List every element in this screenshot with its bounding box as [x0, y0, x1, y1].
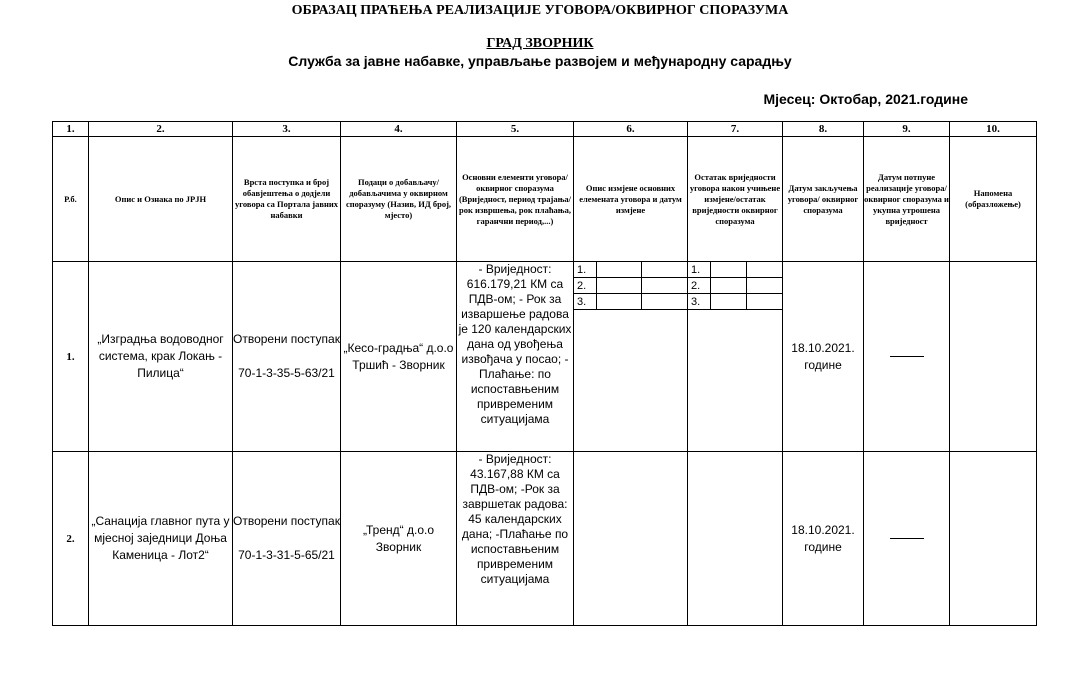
- column-header: Основни елементи уговора/оквирног споразума (Вриједност, период трајања/рок извршења, рок плаћања, гаранчни период,...): [457, 137, 574, 262]
- contracts-table: [52, 121, 1037, 626]
- column-header: Опис и Ознака по ЈРЈН: [89, 137, 233, 262]
- column-header: Остатак вриједности уговора након учињене измјене/остатак вриједности оквирног споразума: [688, 137, 783, 262]
- sub-number: 2.: [688, 278, 711, 294]
- procedure-type: Отворени поступак: [233, 332, 340, 346]
- column-number: 5.: [457, 122, 574, 137]
- row-number: 2.: [53, 452, 89, 626]
- contract-description: „Изградња водоводног система, крак Локањ - Пилица“: [89, 262, 233, 452]
- column-number-row: [53, 122, 1037, 137]
- remaining-sublist: [688, 262, 782, 310]
- column-header: Датум закључења уговора/ оквирног споразума: [783, 137, 864, 262]
- column-header: Врста поступка и број обавјештења о додјели уговора са Портала јавних набавки: [233, 137, 341, 262]
- supplier: „Тренд“ д.о.о Зворник: [341, 452, 457, 626]
- remaining-value-cell: [688, 262, 783, 452]
- change-sublist: [574, 262, 687, 310]
- note-cell: [950, 452, 1037, 626]
- note-cell: [950, 262, 1037, 452]
- sub-number: 3.: [574, 294, 597, 310]
- report-month: Мјесец: Октобар, 2021.године: [763, 91, 968, 107]
- date-concluded: 18.10.2021. године: [783, 452, 864, 626]
- table-row: [53, 262, 1037, 452]
- column-header: Р.б.: [53, 137, 89, 262]
- service-name: Служба за јавне набавке, управљање развојем и међународну сарадњу: [288, 53, 792, 69]
- table-row: [53, 452, 1037, 626]
- empty-dash: [890, 538, 924, 539]
- sub-number: 3.: [688, 294, 711, 310]
- change-description-cell: [574, 452, 688, 626]
- column-number: 4.: [341, 122, 457, 137]
- column-number: 9.: [864, 122, 950, 137]
- column-header: Подаци о добављачу/ добављачима у оквирном споразуму (Назив, ИД број, мјесто): [341, 137, 457, 262]
- realization-cell: [864, 262, 950, 452]
- date-concluded: 18.10.2021. године: [783, 262, 864, 452]
- supplier: „Кесо-градња“ д.о.о Тршић - Зворник: [341, 262, 457, 452]
- remaining-value-cell: [688, 452, 783, 626]
- column-number: 1.: [53, 122, 89, 137]
- procedure-cell: [233, 452, 341, 626]
- column-number: 6.: [574, 122, 688, 137]
- sub-number: 1.: [574, 262, 597, 278]
- column-header: Датум потпуне реализације уговора/ оквирног споразума и укупна утрошена вриједност: [864, 137, 950, 262]
- city-name: ГРАД ЗВОРНИК: [486, 36, 594, 51]
- sub-number: 2.: [574, 278, 597, 294]
- column-number: 8.: [783, 122, 864, 137]
- column-header: Напомена (образложење): [950, 137, 1037, 262]
- form-title: ОБРАЗАЦ ПРАЋЕЊА РЕАЛИЗАЦИЈЕ УГОВОРА/ОКВИРНОГ СПОРАЗУМА: [291, 3, 789, 18]
- procedure-number: 70-1-3-31-5-65/21: [238, 548, 335, 562]
- column-number: 10.: [950, 122, 1037, 137]
- sub-number: 1.: [688, 262, 711, 278]
- contract-elements: - Вриједност: 43.167,88 КМ са ПДВ-ом; -Рок за завршетак радова: 45 календарских дана; -Плаћање по испоставњеним привременим ситуацијама: [457, 452, 574, 626]
- change-description-cell: [574, 262, 688, 452]
- column-header-row: [53, 137, 1037, 262]
- procedure-type: Отворени поступак: [233, 514, 340, 528]
- column-number: 7.: [688, 122, 783, 137]
- empty-dash: [890, 356, 924, 357]
- procedure-cell: [233, 262, 341, 452]
- realization-cell: [864, 452, 950, 626]
- row-number: 1.: [53, 262, 89, 452]
- column-number: 3.: [233, 122, 341, 137]
- contract-description: „Санација главног пута у мјесној заједници Доња Каменица - Лот2“: [89, 452, 233, 626]
- column-header: Опис измјене основних елемената уговора и датум измјене: [574, 137, 688, 262]
- column-number: 2.: [89, 122, 233, 137]
- contract-elements: - Вриједност: 616.179,21 КМ са ПДВ-ом; - Рок за изваршење радова је 120 календарских дана од увођења извођача у посао; - Плаћање: по испоставњеним привременим ситуацијама: [457, 262, 574, 452]
- procedure-number: 70-1-3-35-5-63/21: [238, 366, 335, 380]
